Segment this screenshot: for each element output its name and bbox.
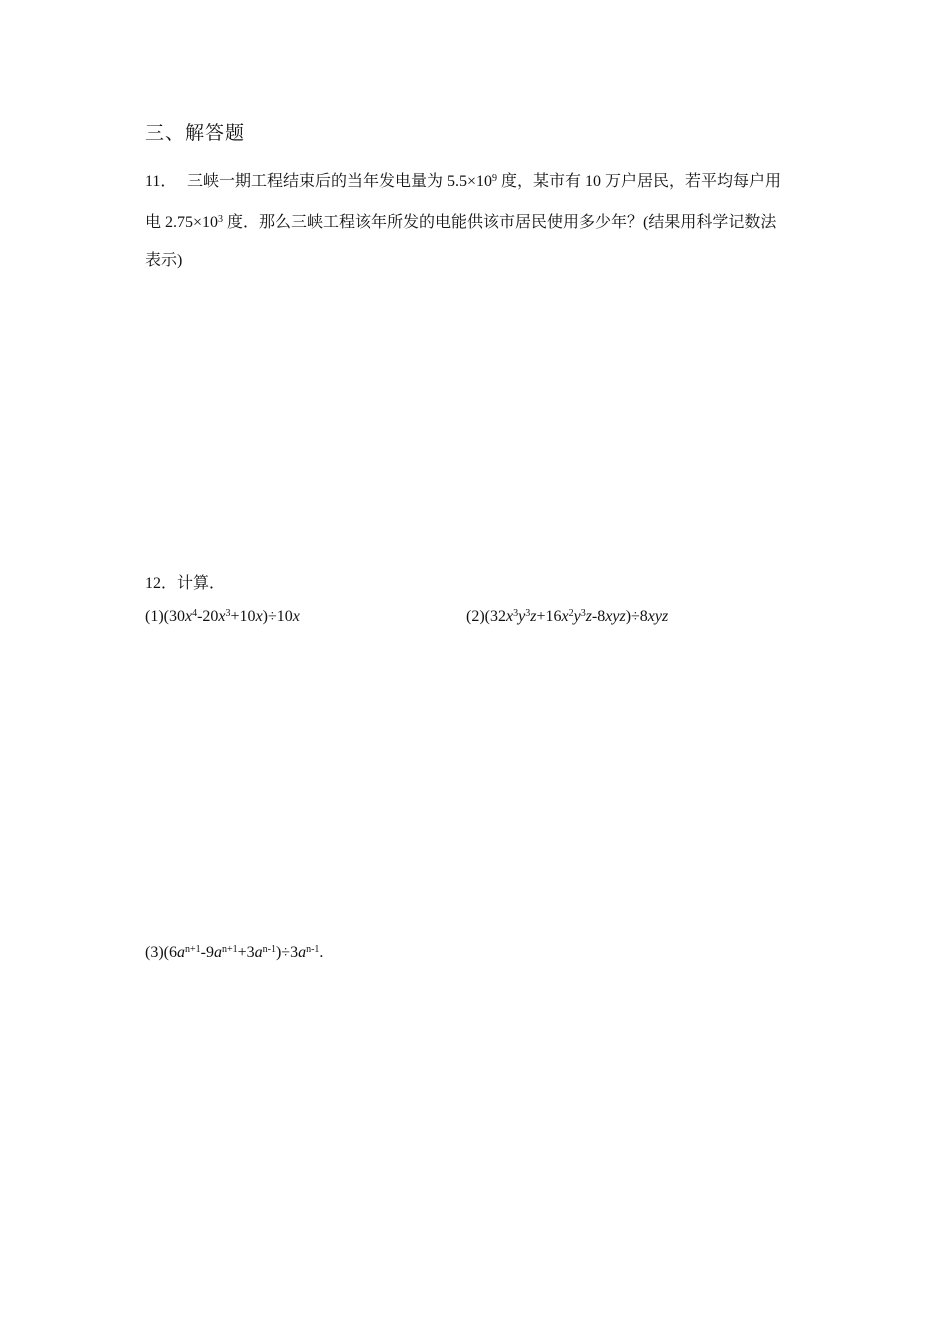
expr-part: -8 (591, 608, 606, 625)
expr-variable: a (176, 944, 185, 961)
expression-3 (145, 944, 323, 962)
expr-part: (1)(30 (145, 608, 185, 625)
expr-variable: a (254, 944, 263, 961)
expr-part: +3 (237, 944, 255, 961)
expr-exponent: n-1 (306, 944, 320, 955)
expr-variable: y (518, 608, 526, 625)
expr-variable: x (292, 608, 300, 625)
expr-exponent: n+1 (221, 944, 238, 955)
q11-text-3: 电 2.75×10 (145, 214, 219, 231)
expr-part: -20 (197, 608, 219, 625)
expr-variable: z (585, 608, 592, 625)
expr-variable: x (505, 608, 514, 625)
expr-exponent: 3 (525, 608, 531, 619)
expr-exponent: n-1 (262, 944, 276, 955)
expression-1 (145, 608, 300, 626)
expr-variable: a (298, 944, 307, 961)
expr-variable: y (573, 608, 581, 625)
expr-variable: x (255, 608, 263, 625)
expr-exponent: 3 (225, 608, 231, 619)
expr-exponent: 3 (513, 608, 519, 619)
section-title: 三、解答题 (145, 123, 246, 144)
q11-text-1: 三峡一期工程结束后的当年发电量为 5.5×10 (187, 173, 493, 190)
question-12-title: 12．计算． (145, 575, 226, 592)
question-number: 11． (145, 173, 177, 190)
expr-variable: x (184, 608, 193, 625)
expr-part: )÷8 (625, 608, 648, 625)
expr-part: -9 (200, 944, 214, 961)
expr-variable: x (561, 608, 569, 625)
expr-part: )÷10 (262, 608, 293, 625)
expr-part: . (319, 944, 324, 961)
expr-part: (2)(32 (466, 608, 506, 625)
expr-part: (3)(6 (145, 944, 177, 961)
q11-text-4: 度．那么三峡工程该年所发的电能供该市居民使用多少年？(结果用科学记数法 (223, 214, 777, 231)
expr-exponent: n+1 (184, 944, 201, 955)
expr-exponent: 4 (192, 608, 198, 619)
expr-part: +10 (230, 608, 256, 625)
expr-exponent: 3 (580, 608, 586, 619)
expr-variable: z (530, 608, 537, 625)
expr-exponent: 2 (568, 608, 574, 619)
q11-exponent-1: 9 (492, 173, 498, 184)
question-11 (145, 160, 845, 280)
expr-variable: xyz (647, 608, 669, 625)
expr-variable: xyz (605, 608, 626, 625)
expr-variable: a (213, 944, 222, 961)
q11-text-5: 表示) (145, 252, 183, 269)
q11-text-2: 度，某市有 10 万户居民，若平均每户用 (497, 173, 782, 190)
expr-part: +16 (536, 608, 562, 625)
expr-variable: x (218, 608, 226, 625)
q11-exponent-2: 3 (218, 214, 224, 225)
expr-part: )÷3 (275, 944, 299, 961)
expression-2 (466, 608, 668, 626)
